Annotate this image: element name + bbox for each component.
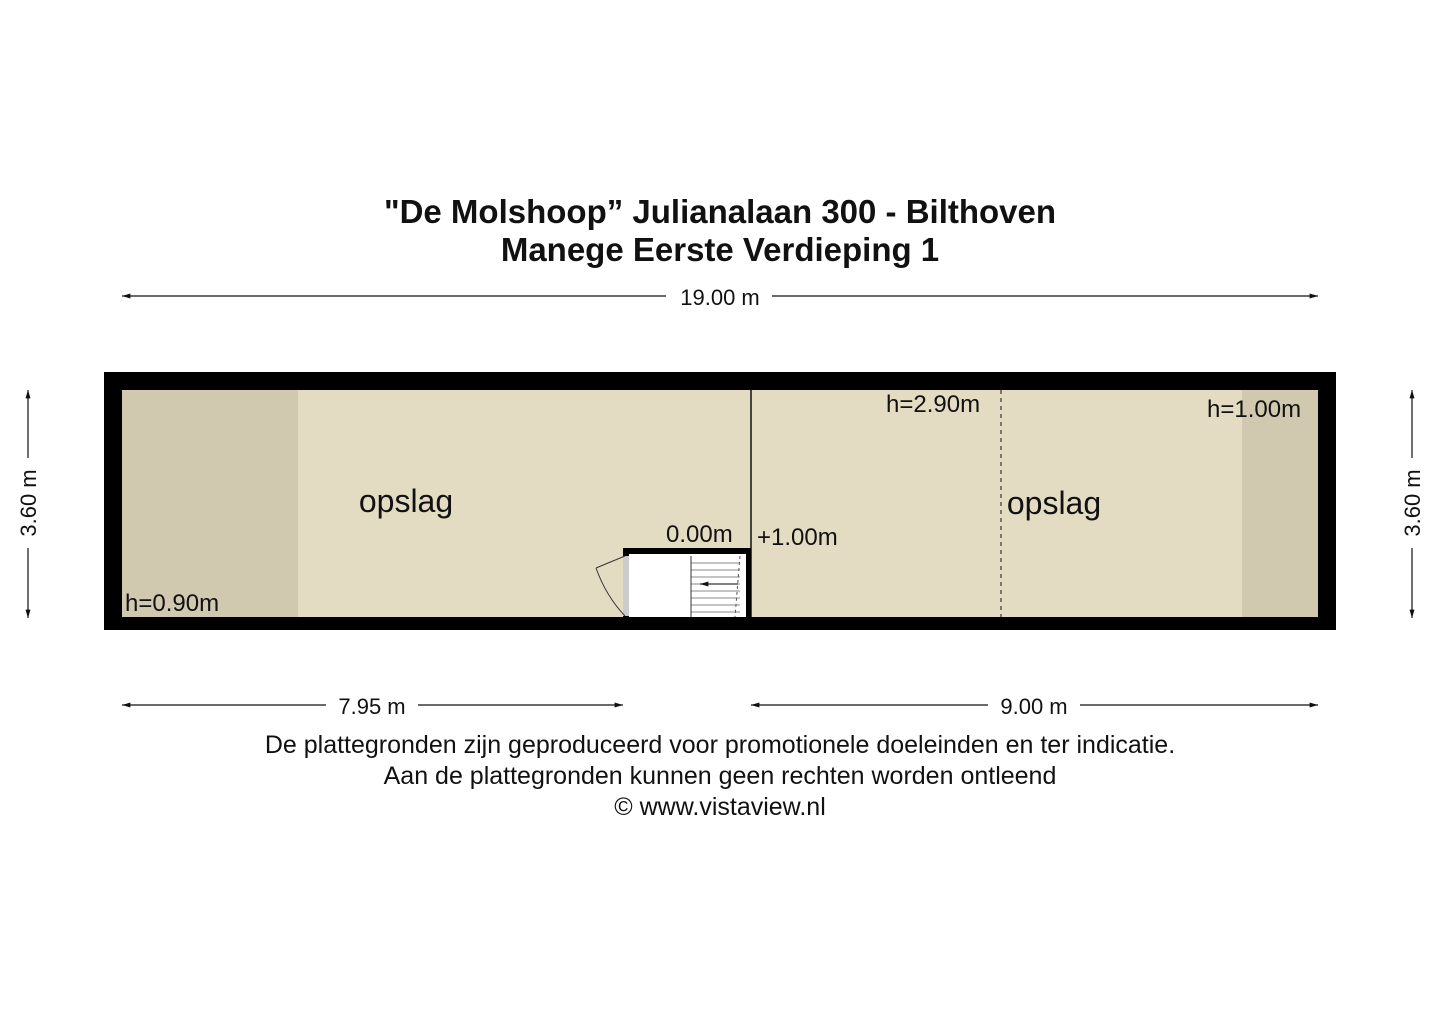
stair-level-label: 0.00m xyxy=(666,521,733,548)
total-width-dimension xyxy=(122,285,1318,310)
door-frame xyxy=(623,556,629,616)
plan-title: "De Molshoop” Julianalaan 300 - Bilthoven xyxy=(383,193,1057,230)
right-height-label: 3.60 m xyxy=(1400,469,1425,537)
room-label-left: opslag xyxy=(358,483,454,519)
right-segment-label: 9.00 m xyxy=(1000,694,1068,719)
right-low-height-label: h=1.00m xyxy=(1207,396,1302,423)
left-low-height-label: h=0.90m xyxy=(125,590,220,617)
floor-level-label: +1.00m xyxy=(757,524,838,551)
disclaimer-line-1: De plattegronden zijn geproduceerd voor promotionele doeleinden en ter indicatie. xyxy=(264,731,1176,759)
right-low-ceiling-zone xyxy=(1242,390,1318,617)
left-low-ceiling-zone xyxy=(122,390,298,617)
right-segment-dimension xyxy=(751,694,1318,719)
left-height-label: 3.60 m xyxy=(16,469,41,537)
right-height-dimension xyxy=(1400,390,1425,618)
left-segment-dimension xyxy=(122,694,623,719)
copyright-line: © www.vistaview.nl xyxy=(614,793,826,821)
total-width-label: 19.00 m xyxy=(680,285,760,310)
disclaimer-line-2: Aan de plattegronden kunnen geen rechten worden ontleend xyxy=(383,762,1057,790)
disclaimer xyxy=(0,730,1440,823)
room-label-right: opslag xyxy=(1006,485,1102,521)
mid-height-label: h=2.90m xyxy=(886,391,981,418)
plan-subtitle: Manege Eerste Verdieping 1 xyxy=(500,231,940,268)
left-segment-label: 7.95 m xyxy=(338,694,406,719)
left-height-dimension xyxy=(16,390,41,618)
